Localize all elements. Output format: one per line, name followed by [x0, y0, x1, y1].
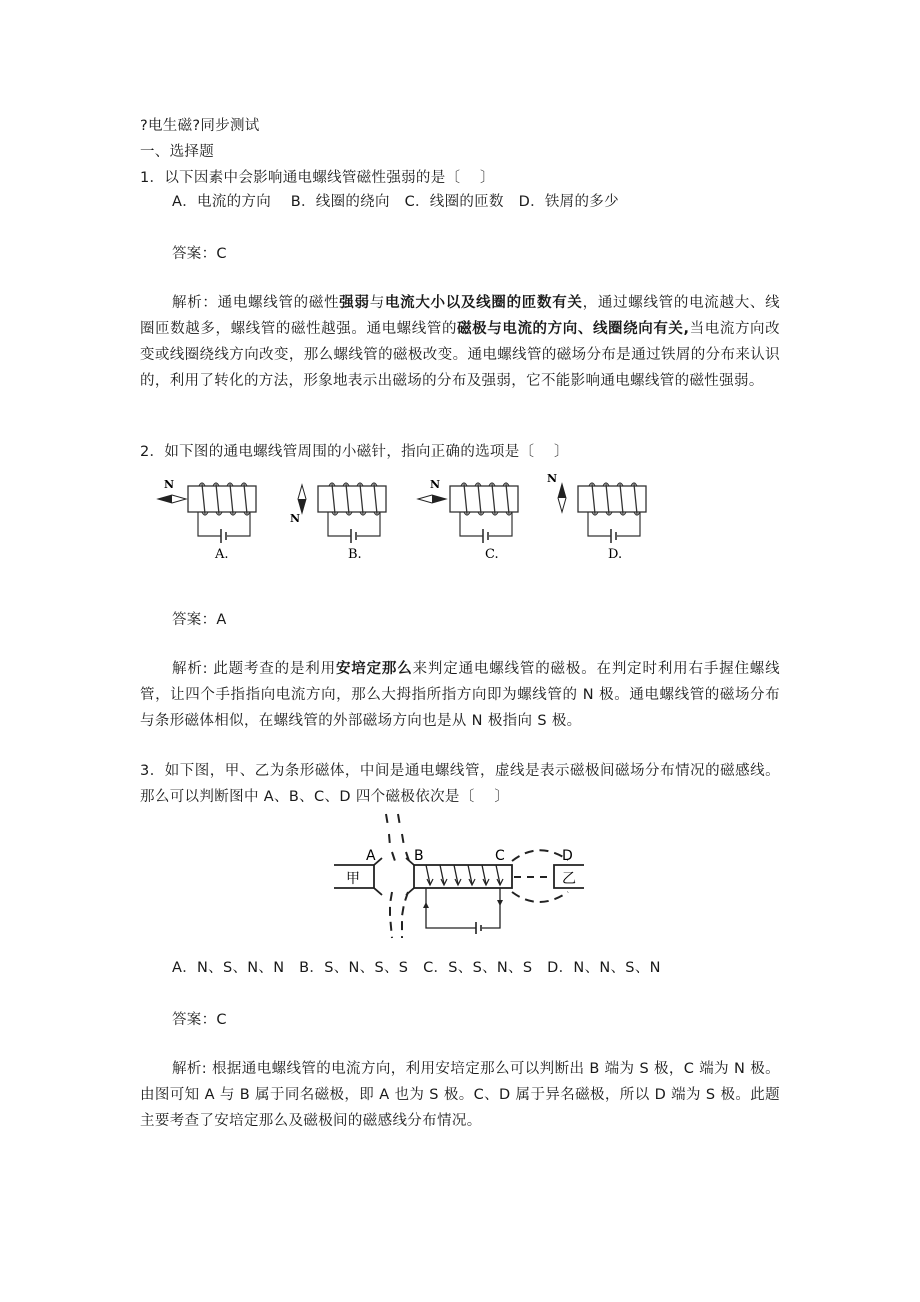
- question-1-analysis: [140, 290, 780, 394]
- question-1-stem: 1．以下因素中会影响通电螺线管磁性强弱的是〔 〕: [140, 170, 495, 186]
- pole-b-label: B: [414, 848, 424, 864]
- pole-c-label: C: [495, 848, 505, 864]
- option-d-label: D.: [608, 547, 623, 562]
- analysis-bold: 电流大小以及线圈的匝数有关: [384, 295, 583, 311]
- analysis-text: 来判定通电螺线管的磁极。在判定时利用右手握住螺线管，让四个手指指向电流方向，那么大拇指所指方向即为螺线管的 N 极。通电螺线管的磁场分布与条形磁体相似，在螺线管的外部磁场方向也是从 N 极指向 S 极。: [140, 661, 780, 729]
- needle-n-label: N: [290, 512, 301, 525]
- question-2-analysis: [140, 656, 780, 734]
- option-c-diagram: [418, 478, 518, 562]
- analysis-text: 解析：通电螺线管的磁性: [172, 295, 340, 311]
- needle-n-label: N: [164, 478, 175, 491]
- analysis-bold: 安培定那么: [335, 661, 413, 677]
- analysis-bold: 磁极与电流的方向、线圈绕向有关,: [457, 321, 690, 337]
- section-heading: 一、选择题: [140, 144, 214, 160]
- analysis-text: 解析: 此题考查的是利用: [172, 661, 336, 677]
- question-3-analysis: 解析: 根据通电螺线管的电流方向，利用安培定那么可以判断出 B 端为 S 极，C 端为 N 极。由图可知 A 与 B 属于同名磁极，即 A 也为 S 极。C、D 属于异名磁极，所以 D 端为 S 极。此题主要考查了安培定那么及磁极间的磁感线分布情况。: [140, 1061, 780, 1129]
- pole-a-label: A: [366, 848, 376, 864]
- document-title: ?电生磁?同步测试: [140, 118, 260, 134]
- option-c-label: C.: [485, 547, 499, 562]
- question-2-figure: [150, 470, 670, 565]
- option-a-label: A.: [215, 547, 229, 562]
- question-3-options: A．N、S、N、N B．S、N、S、S C．S、S、N、S D．N、N、S、N: [172, 960, 661, 976]
- analysis-text: 当电流方向改变或线圈绕线方向改变，那么螺线管的磁极改变。通电螺线管的磁场分布是通过铁屑的分布来认识的，利用了转化的方法，形象地表示出磁场的分布及强弱，它不能影响通电螺线管的磁性强弱。: [140, 321, 780, 389]
- needle-n-label: N: [430, 478, 441, 491]
- option-a-diagram: [158, 478, 256, 562]
- question-3-figure: [334, 812, 584, 944]
- analysis-text: 与: [369, 295, 385, 311]
- magnet-jia-label: 甲: [346, 871, 360, 887]
- analysis-bold: 强弱: [339, 295, 370, 311]
- question-1-options: A．电流的方向 B．线圈的绕向 C．线圈的匝数 D．铁屑的多少: [172, 194, 619, 210]
- analysis-text: ，通过螺线管的电流越大、线圈匝数越多，螺线管的磁性越强。通电螺线管的: [140, 295, 780, 337]
- option-b-diagram: [290, 483, 386, 562]
- question-2-stem: 2．如下图的通电螺线管周围的小磁针，指向正确的选项是〔 〕: [140, 444, 569, 460]
- question-3-stem: 3．如下图，甲、乙为条形磁体，中间是通电螺线管，虚线是表示磁极间磁场分布情况的磁感线。那么可以判断图中 A、B、C、D 四个磁极依次是〔 〕: [140, 763, 780, 805]
- question-3-answer: 答案：C: [172, 1012, 227, 1028]
- option-b-label: B.: [348, 547, 362, 562]
- question-2-answer: 答案：A: [172, 612, 227, 628]
- magnet-yi-label: 乙: [562, 871, 576, 887]
- pole-d-label: D: [562, 848, 573, 864]
- needle-n-label: N: [547, 472, 558, 485]
- option-d-diagram: [547, 472, 646, 562]
- question-1-answer: 答案：C: [172, 246, 227, 262]
